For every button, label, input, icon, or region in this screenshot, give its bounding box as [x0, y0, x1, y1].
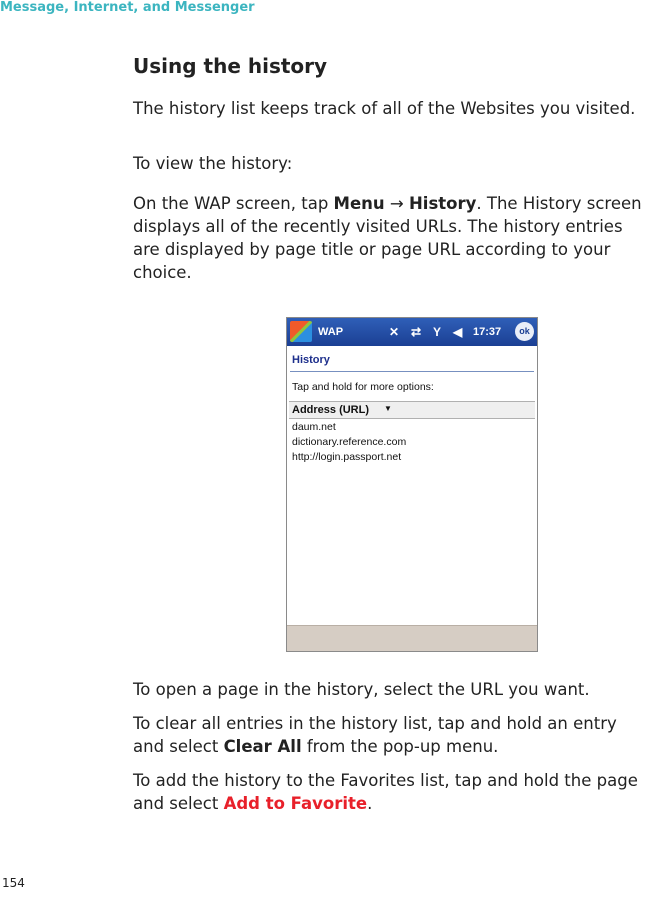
intro-paragraph	[133, 97, 653, 120]
intro-text: The history list keeps track of all of the Websites you visited.	[133, 99, 636, 118]
data-connection-icon[interactable]: ⇄	[411, 325, 422, 339]
clear-all-term: Clear All	[223, 737, 302, 756]
favorites-prefix: To add the history to the Favorites list, tap and hold the page and select	[133, 771, 638, 813]
screen-title: History	[292, 354, 330, 366]
page-heading: Using the history	[133, 54, 328, 78]
open-page-text: To open a page in the history, select the URL you want.	[133, 680, 590, 699]
column-header[interactable]	[289, 401, 535, 419]
chevron-down-icon[interactable]: ▼	[384, 404, 392, 413]
ok-button[interactable]: ok	[515, 322, 534, 341]
add-to-favorite-term: Add to Favorite	[223, 794, 368, 813]
step-prefix: On the WAP screen, tap	[133, 194, 334, 213]
step-suffix: . The History screen displays all of the recently visited URLs. The history entries are displayed by page title or page URL according to your choice.	[133, 194, 642, 282]
app-title: WAP	[318, 326, 344, 338]
page-number: 154	[2, 876, 25, 890]
step-paragraph	[133, 192, 653, 284]
section-header: Message, Internet, and Messenger	[0, 0, 255, 15]
open-page-paragraph	[133, 678, 653, 701]
to-view-paragraph	[133, 152, 653, 175]
title-bar	[287, 318, 537, 346]
windows-start-icon[interactable]	[290, 321, 312, 342]
favorites-suffix: .	[367, 794, 373, 813]
history-item[interactable]: dictionary.reference.com	[292, 436, 407, 448]
favorites-paragraph	[133, 769, 653, 815]
clear-paragraph	[133, 712, 653, 758]
clear-suffix: from the pop-up menu.	[301, 737, 499, 756]
arrow-symbol: →	[384, 194, 409, 213]
signal-icon[interactable]: Y	[433, 325, 442, 339]
history-item[interactable]: http://login.passport.net	[292, 451, 402, 463]
clock[interactable]: 17:37	[473, 326, 502, 338]
to-view-text: To view the history:	[133, 154, 293, 173]
hint-text: Tap and hold for more options:	[292, 381, 434, 393]
history-item[interactable]: daum.net	[292, 421, 336, 433]
connectivity-icon[interactable]: ✕	[389, 325, 400, 339]
menu-bar	[287, 625, 537, 651]
history-term: History	[408, 194, 477, 213]
volume-icon[interactable]: ◀	[453, 325, 463, 339]
column-header-label: Address (URL)	[292, 404, 370, 416]
clear-prefix: To clear all entries in the history list, tap and hold an entry and select	[133, 714, 617, 756]
device-screenshot	[286, 317, 538, 652]
title-divider	[290, 371, 534, 372]
menu-term: Menu	[333, 194, 385, 213]
